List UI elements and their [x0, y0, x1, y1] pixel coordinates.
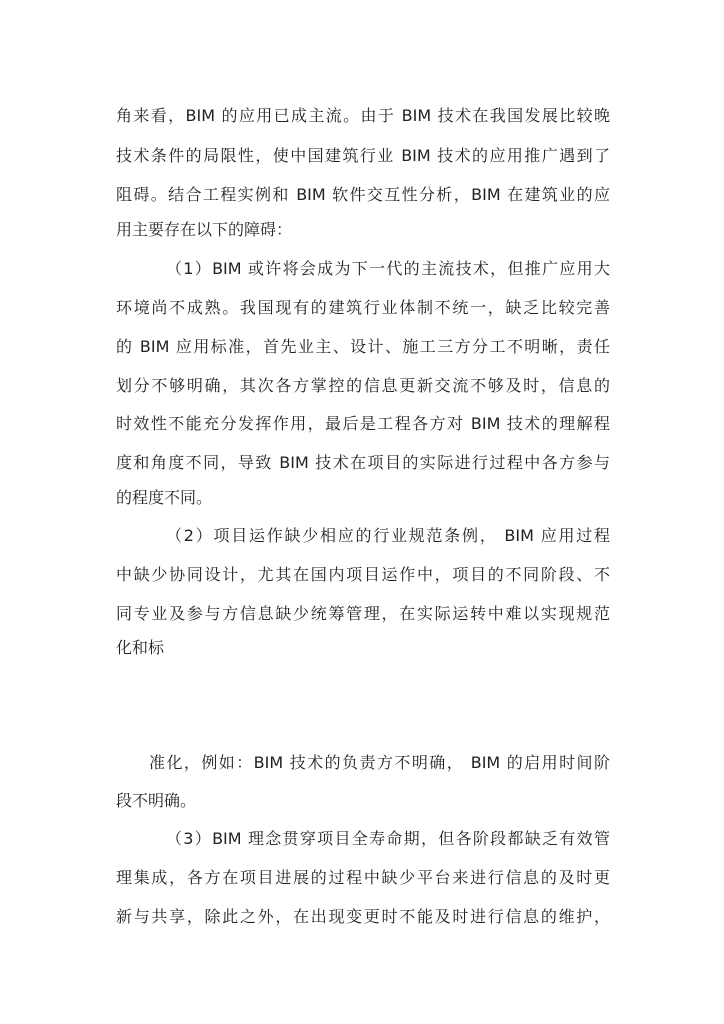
text-line: 新与共享，除此之外，在出现变更时不能及时进行信息的维护， [116, 907, 610, 926]
text-line: 段不明确。 [116, 791, 197, 810]
paragraph-3-first-line: （3）BIM 理念贯穿项目全寿命期，但各阶段都缺乏有效管 [166, 829, 610, 848]
text-line: 理集成，各方在项目进展的过程中缺少平台来进行信息的及时更 [116, 868, 610, 887]
text-line: 技术条件的局限性，使中国建筑行业 BIM 技术的应用推广遇到了 [116, 146, 610, 165]
text-line: 角来看，BIM 的应用已成主流。由于 BIM 技术在我国发展比较晚 [116, 106, 610, 125]
paragraph-1-first-line: （1）BIM 或许将会成为下一代的主流技术，但推广应用大 [166, 259, 610, 278]
text-line: 时效性不能充分发挥作用，最后是工程各方对 BIM 技术的理解程 [116, 414, 610, 433]
text-line: 化和标 [116, 638, 165, 657]
text-line: 的 BIM 应用标准，首先业主、设计、施工三方分工不明晰，责任 [116, 337, 610, 356]
text-line: 阻碍。结合工程实例和 BIM 软件交互性分析，BIM 在建筑业的应 [116, 185, 610, 204]
continued-line: 准化，例如：BIM 技术的负责方不明确， BIM 的启用时间阶 [149, 753, 610, 772]
text-line: 的程度不同。 [116, 488, 213, 507]
text-line: 中缺少协同设计，尤其在国内项目运作中，项目的不同阶段、不 [116, 565, 610, 584]
text-line: 同专业及参与方信息缺少统筹管理，在实际运转中难以实现规范 [116, 604, 610, 623]
text-line: 用主要存在以下的障碍： [116, 220, 293, 239]
text-line: 划分不够明确，其次各方掌控的信息更新交流不够及时，信息的 [116, 376, 610, 395]
text-line: 环境尚不成熟。我国现有的建筑行业体制不统一，缺乏比较完善 [116, 298, 610, 317]
paragraph-2-first-line: （2）项目运作缺少相应的行业规范条例， BIM 应用过程 [166, 526, 610, 545]
text-line: 度和角度不同，导致 BIM 技术在项目的实际进行过程中各方参与 [116, 453, 610, 472]
